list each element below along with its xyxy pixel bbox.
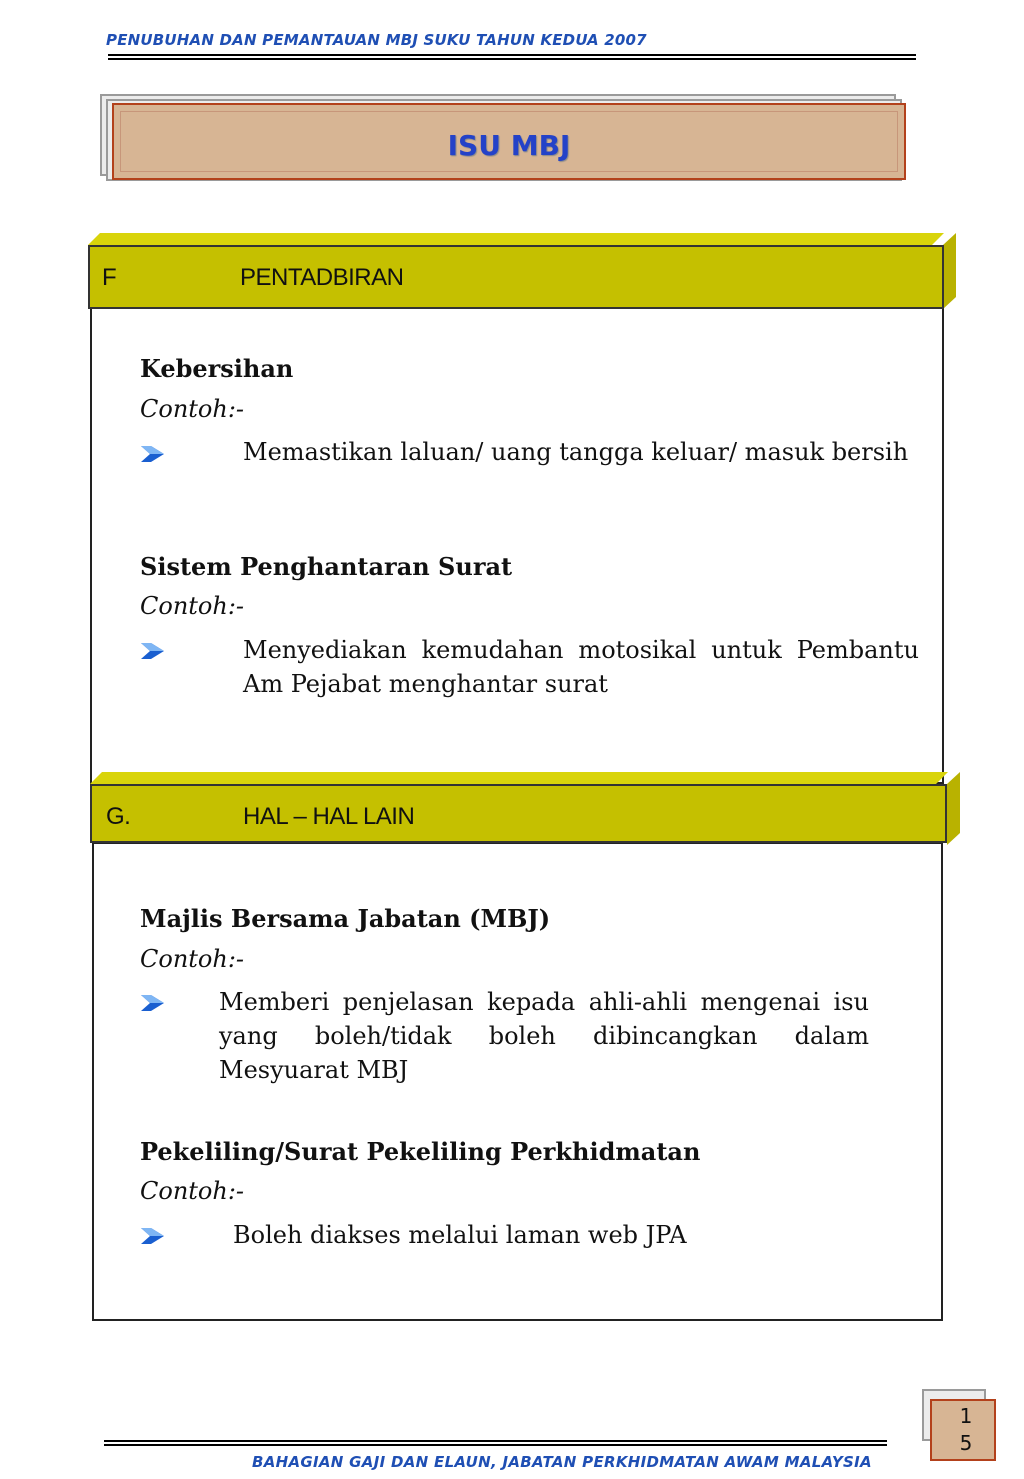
page-number-box — [930, 1399, 996, 1461]
item-bullet-text: Memastikan laluan/ uang tangga keluar/ masuk bersih — [243, 438, 909, 466]
section-f-bar-side — [943, 233, 956, 309]
section-g-letter: G. — [106, 803, 131, 830]
section-f-bar-top — [88, 233, 944, 245]
item-contoh: Contoh:- — [140, 1177, 245, 1205]
footer-rule-bottom — [104, 1444, 887, 1446]
item-bullet-text: Memberi penjelasan kepada ahli-ahli mengenai isu yang boleh/tidak boleh dibincangkan dalam Mesyuarat MBJ — [219, 988, 869, 1084]
item-contoh: Contoh:- — [140, 945, 245, 973]
section-g-bar — [90, 772, 960, 845]
item-heading: Majlis Bersama Jabatan (MBJ) — [140, 904, 551, 933]
section-g-bar-top — [90, 772, 948, 784]
section-f-bar-front — [88, 245, 944, 309]
section-f-bar — [88, 233, 956, 309]
item-contoh: Contoh:- — [140, 592, 245, 620]
section-f-title: PENTADBIRAN — [240, 264, 404, 291]
section-g-bar-side — [947, 772, 960, 845]
item-bullet-text: Boleh diakses melalui laman web JPA — [233, 1221, 687, 1249]
page-footer: BAHAGIAN GAJI DAN ELAUN, JABATAN PERKHIDMATAN AWAM MALAYSIA — [252, 1453, 872, 1471]
header-rule-bottom — [108, 58, 916, 60]
page-title: ISU MBJ — [447, 129, 571, 162]
item-contoh: Contoh:- — [140, 395, 245, 423]
item-heading: Sistem Penghantaran Surat — [140, 552, 513, 581]
header-rule-top — [108, 54, 916, 56]
arrow-bullet-icon — [140, 641, 166, 661]
item-heading: Pekeliling/Surat Pekeliling Perkhidmatan — [140, 1137, 701, 1166]
item-bullet-text: Menyediakan kemudahan motosikal untuk Pembantu Am Pejabat menghantar surat — [243, 636, 919, 698]
item-heading: Kebersihan — [140, 354, 294, 383]
section-f-letter: F — [102, 264, 117, 291]
page-number: 15 — [959, 1404, 973, 1455]
section-g-bar-front — [90, 784, 947, 843]
arrow-bullet-icon — [140, 1226, 166, 1246]
title-box — [112, 103, 906, 180]
arrow-bullet-icon — [140, 444, 166, 464]
footer-rule-top — [104, 1440, 887, 1442]
section-g-title: HAL – HAL LAIN — [243, 803, 415, 830]
arrow-bullet-icon — [140, 993, 166, 1013]
page-header: PENUBUHAN DAN PEMANTAUAN MBJ SUKU TAHUN KEDUA 2007 — [106, 31, 647, 49]
